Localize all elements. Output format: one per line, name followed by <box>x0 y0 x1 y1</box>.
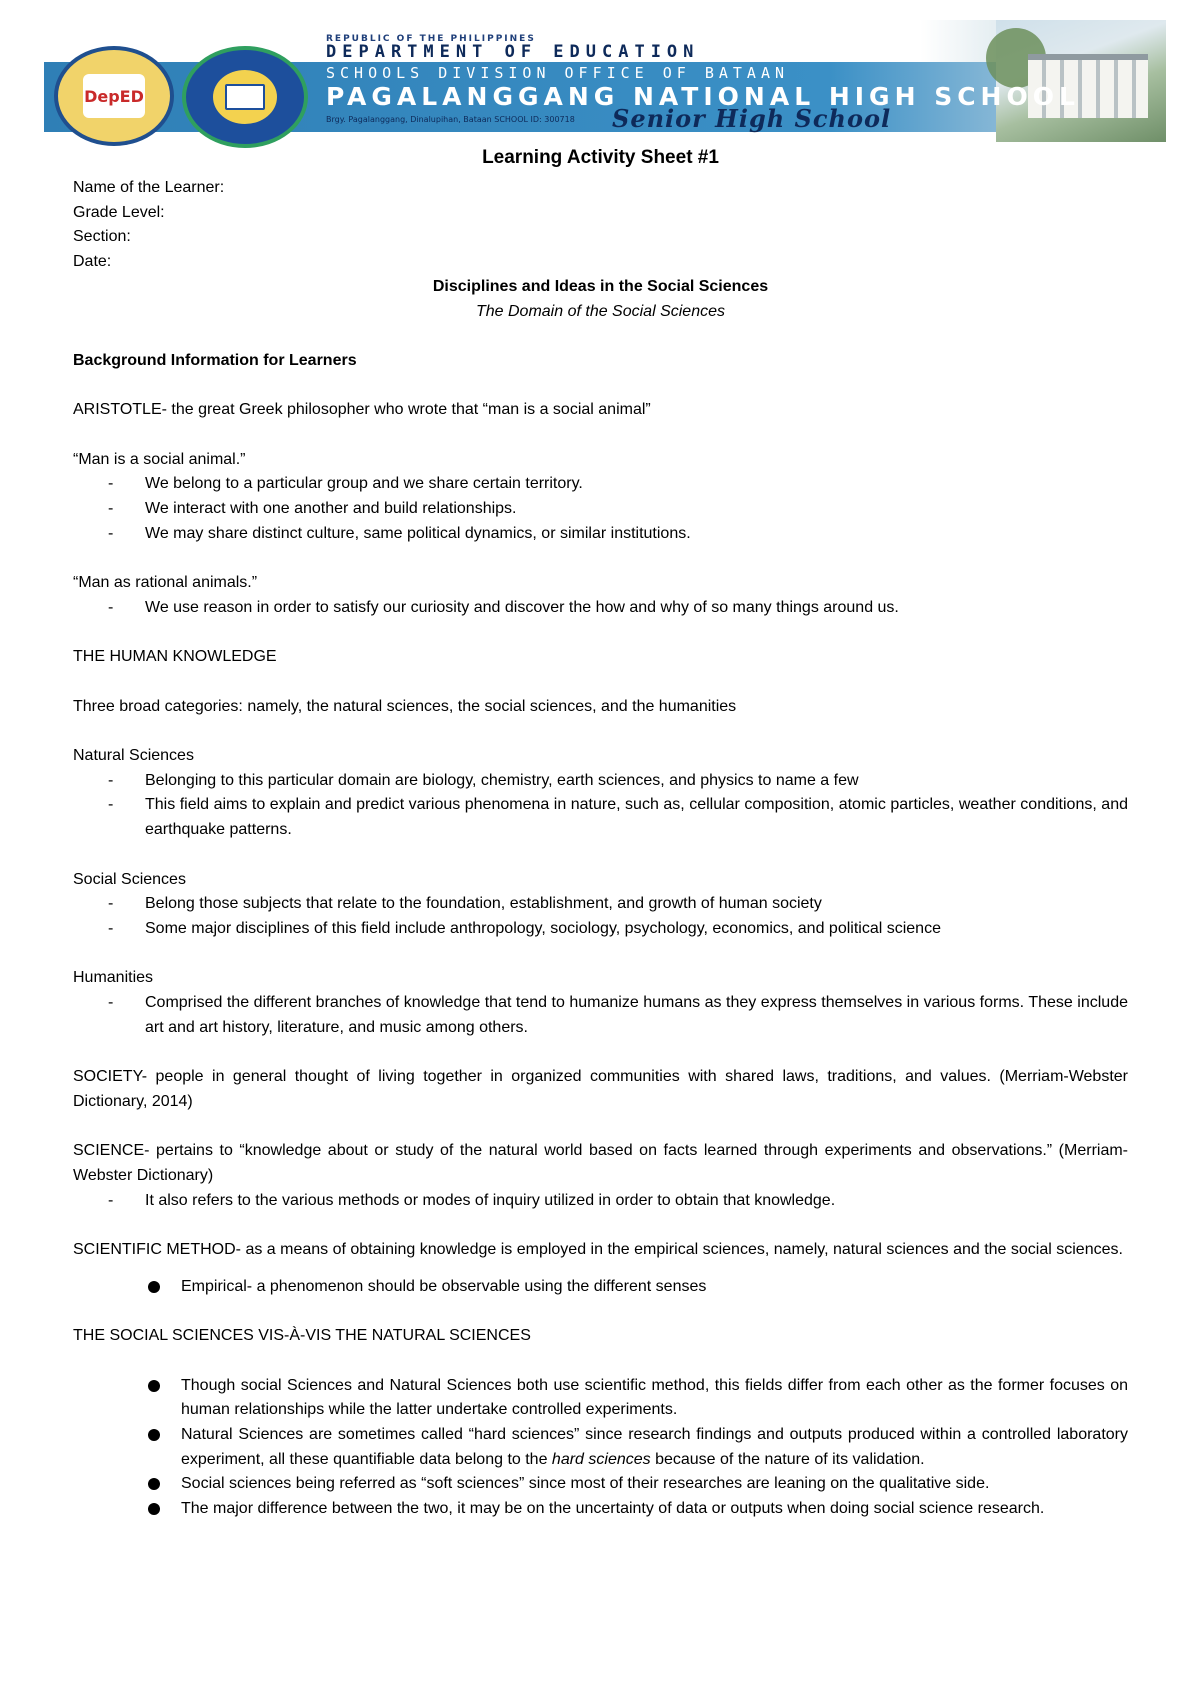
list-item: - We use reason in order to satisfy our curiosity and discover the how and why of so many things around us. <box>145 596 1128 621</box>
banner-division: SCHOOLS DIVISION OFFICE OF BATAAN <box>326 64 790 82</box>
science-list <box>73 1189 1128 1214</box>
aristotle-definition: ARISTOTLE- the great Greek philosopher who wrote that “man is a social animal” <box>73 401 651 419</box>
field-date: Date: <box>73 253 112 271</box>
list-item: - We may share distinct culture, same political dynamics, or similar institutions. <box>145 522 1128 547</box>
human-knowledge-heading: THE HUMAN KNOWLEDGE <box>73 648 277 666</box>
bullet-icon <box>148 1503 160 1515</box>
background-heading: Background Information for Learners <box>73 351 357 369</box>
school-seal-logo <box>182 46 308 148</box>
scientific-method-definition: SCIENTIFIC METHOD- as a means of obtaining knowledge is employed in the empirical sciences, namely, natural sciences and the social sciences. <box>73 1241 1123 1259</box>
header-banner <box>44 20 1166 142</box>
banner-department: DEPARTMENT OF EDUCATION <box>326 42 700 62</box>
list-item: - Some major disciplines of this field include anthropology, sociology, psychology, economics, and political science <box>145 917 1128 942</box>
subject-title: Disciplines and Ideas in the Social Sciences <box>432 277 769 295</box>
bullet-icon <box>148 1478 160 1490</box>
banner-senior-high: Senior High School <box>612 104 892 133</box>
society-definition: SOCIETY- people in general thought of living together in organized communities with shared laws, traditions, and values. (Merriam-Webster Dictionary, 2014) <box>73 1068 1128 1110</box>
humanities-heading: Humanities <box>73 969 154 987</box>
three-categories: Three broad categories: namely, the natural sciences, the social sciences, and the humanities <box>73 697 737 715</box>
natural-sciences-heading: Natural Sciences <box>73 747 194 765</box>
natural-sciences-list <box>73 769 1128 843</box>
field-grade: Grade Level: <box>73 203 165 221</box>
social-sciences-list <box>73 892 1128 941</box>
vis-a-vis-heading: THE SOCIAL SCIENCES VIS-À-VIS THE NATURAL SCIENCES <box>73 1327 531 1345</box>
banner-republic: REPUBLIC OF THE PHILIPPINES <box>326 34 536 44</box>
banner-school-name: PAGALANGGANG NATIONAL HIGH SCHOOL <box>326 82 1080 111</box>
science-definition: SCIENCE- pertains to “knowledge about or study of the natural world based on facts learned through experiments and observations.” (Merriam-Webster Dictionary) <box>73 1142 1128 1184</box>
social-sciences-heading: Social Sciences <box>73 870 186 888</box>
deped-seal-text: DepED <box>84 86 144 106</box>
list-item: Though social Sciences and Natural Sciences both use scientific method, this fields differ from each other as the former focuses on human relationships while the latter undertake controlled experiments. <box>181 1374 1128 1423</box>
bullet-icon <box>148 1429 160 1441</box>
list-item: Social sciences being referred as “soft sciences” since most of their researches are leaning on the qualitative side. <box>181 1472 1128 1497</box>
list-item: Empirical- a phenomenon should be observable using the different senses <box>181 1275 1128 1300</box>
list-item: The major difference between the two, it may be on the uncertainty of data or outputs when doing social science research. <box>181 1497 1128 1522</box>
list-item: - We interact with one another and build relationships. <box>145 497 1128 522</box>
document-body <box>73 142 1128 1522</box>
field-section: Section: <box>73 228 131 246</box>
list-item: - We belong to a particular group and we share certain territory. <box>145 472 1128 497</box>
list-item: - Comprised the different branches of knowledge that tend to humanize humans as they express themselves in various forms. These include art and art history, literature, and music among others. <box>145 991 1128 1040</box>
bullet-icon <box>148 1380 160 1392</box>
subject-subtitle: The Domain of the Social Sciences <box>475 302 725 320</box>
book-icon <box>225 84 265 110</box>
rational-animal-heading: “Man as rational animals.” <box>73 574 258 592</box>
list-item: - It also refers to the various methods or modes of inquiry utilized in order to obtain that knowledge. <box>145 1189 1128 1214</box>
bullet-icon <box>148 1281 160 1293</box>
deped-seal-logo <box>54 46 174 146</box>
school-building-photo <box>996 20 1166 142</box>
field-name: Name of the Learner: <box>73 179 225 196</box>
list-item: - Belonging to this particular domain are biology, chemistry, earth sciences, and physics to name a few <box>145 769 1128 794</box>
banner-address: Brgy. Pagalanggang, Dinalupihan, Bataan SCHOOL ID: 300718 <box>326 115 575 124</box>
list-item: Natural Sciences are sometimes called “hard sciences” since research findings and outputs produced within a controlled laboratory experiment, all these quantifiable data belong to the hard sciences because of the nature of its validation. <box>181 1423 1128 1472</box>
list-item: - Belong those subjects that relate to the foundation, establishment, and growth of human society <box>145 892 1128 917</box>
empirical-list <box>73 1275 1128 1300</box>
vis-a-vis-list <box>73 1374 1128 1522</box>
sheet-title: Learning Activity Sheet #1 <box>482 147 719 168</box>
social-animal-heading: “Man is a social animal.” <box>73 450 246 468</box>
list-item: - This field aims to explain and predict various phenomena in nature, such as, cellular composition, atomic particles, weather conditions, and earthquake patterns. <box>145 793 1128 842</box>
rational-animal-list <box>73 596 1128 621</box>
social-animal-list <box>73 472 1128 546</box>
humanities-list <box>73 991 1128 1040</box>
